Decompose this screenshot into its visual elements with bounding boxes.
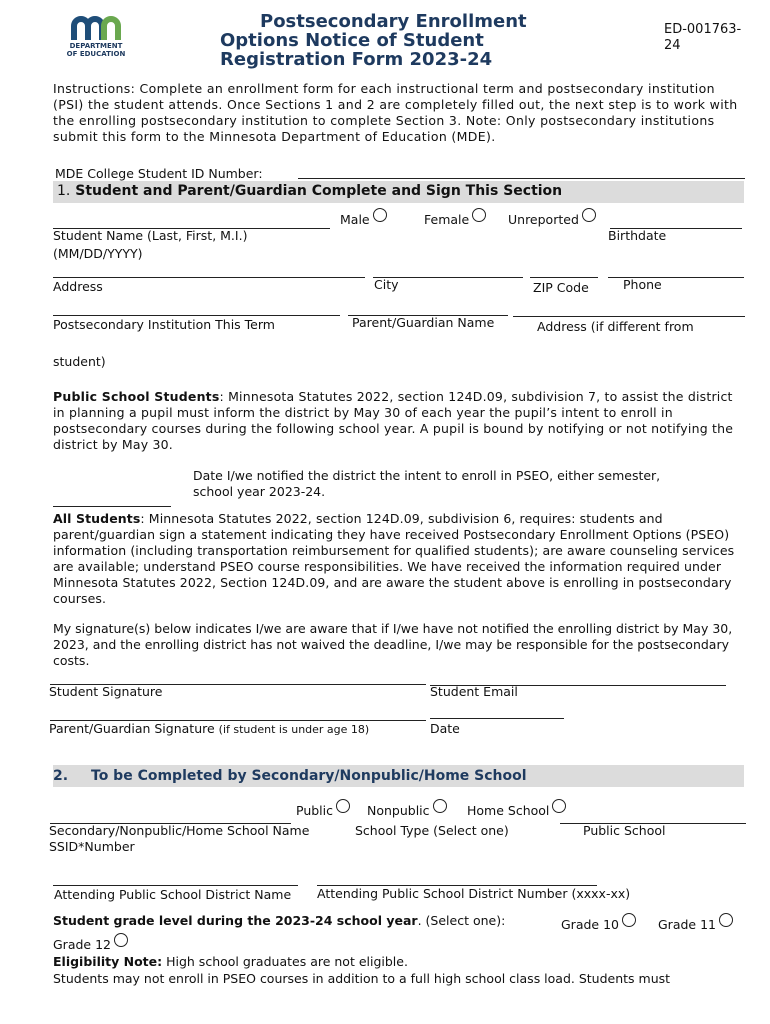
grade11-label: Grade 11 xyxy=(658,917,716,932)
home-label: Home School xyxy=(467,803,550,818)
school-type-label: School Type (Select one) xyxy=(355,823,509,838)
grade10-option[interactable] xyxy=(561,913,636,932)
birthdate-label: Birthdate xyxy=(608,228,667,243)
male-radio-icon[interactable] xyxy=(373,208,387,222)
notify-date-2: school year 2023-24. xyxy=(193,484,326,499)
gender-female-label: Female xyxy=(424,212,470,227)
section1-header xyxy=(53,181,744,203)
date-field[interactable] xyxy=(430,718,564,719)
institution-label: Postsecondary Institution This Term xyxy=(53,317,275,332)
student-email-label: Student Email xyxy=(430,684,518,699)
gender-unreported-label: Unreported xyxy=(508,212,579,227)
signature-paragraph: My signature(s) below indicates I/we are aware that if I/we have not notified the enrolling district by May 30, 2023, and the enrolling district has not waived the deadline, I/we may be responsible for the postsecondary costs. xyxy=(53,621,733,668)
section1-title: Student and Parent/Guardian Complete and Sign This Section xyxy=(75,183,563,199)
grade10-label: Grade 10 xyxy=(561,917,619,932)
public-label: Public xyxy=(296,803,333,818)
ssid-label: SSID*Number xyxy=(49,839,135,854)
form-code xyxy=(664,22,754,54)
parent-signature-label xyxy=(49,721,369,736)
form-code-1: ED-001763- xyxy=(664,22,742,37)
parent-address-field[interactable] xyxy=(513,316,745,317)
grade11-option[interactable] xyxy=(658,913,733,932)
mn-logo-icon xyxy=(60,14,132,44)
school-type-home[interactable] xyxy=(467,799,566,818)
address-label: Address xyxy=(53,279,103,294)
date-format-label: (MM/DD/YYYY) xyxy=(53,246,143,261)
gender-unreported[interactable] xyxy=(508,208,596,227)
notify-date-field[interactable] xyxy=(53,506,171,507)
all-students-paragraph xyxy=(53,511,748,607)
zip-label: ZIP Code xyxy=(533,280,589,295)
all-text: : Minnesota Statutes 2022, section 124D.09, subdivision 6, requires: students and parent/guardian sign a statement indicating they have received Postsecondary Enrollment Options (PSEO) information (including transportation reimbursement for qualified students); are aware counseling services are available; understand PSEO course responsibilities. We have received the information required under Minnesota Statutes 2022, Section 124D.09, and are aware the student above is enrolling in postsecondary courses. xyxy=(53,511,735,606)
school-type-public[interactable] xyxy=(296,799,350,818)
district-name-label: Attending Public School District Name xyxy=(54,887,292,902)
home-radio-icon[interactable] xyxy=(552,799,566,813)
section1-number: 1. xyxy=(57,183,71,199)
mde-id-field[interactable] xyxy=(298,178,745,179)
grade-question xyxy=(53,913,505,928)
notify-date-text xyxy=(193,468,660,500)
school-type-nonpublic[interactable] xyxy=(367,799,447,818)
form-title xyxy=(220,12,550,69)
public-school-label: Public School xyxy=(583,823,666,838)
eligibility-text: High school graduates are not eligible. xyxy=(166,954,408,969)
notify-date-1: Date I/we notified the district the intent to enroll in PSEO, either semester, xyxy=(193,468,661,483)
student-signature-label: Student Signature xyxy=(49,684,163,699)
parent-name-label: Parent/Guardian Name xyxy=(352,315,495,330)
mde-id-label: MDE College Student ID Number: xyxy=(55,166,263,181)
form-code-2: 24 xyxy=(664,38,681,53)
gender-male-label: Male xyxy=(340,212,370,227)
female-radio-icon[interactable] xyxy=(472,208,486,222)
section2-header xyxy=(53,765,744,787)
grade12-radio-icon[interactable] xyxy=(114,933,128,947)
parent-address-label-2: student) xyxy=(53,354,106,369)
unreported-radio-icon[interactable] xyxy=(582,208,596,222)
logo-line-1: DEPARTMENT xyxy=(69,42,123,50)
nonpublic-radio-icon[interactable] xyxy=(433,799,447,813)
all-bold: All Students xyxy=(53,511,141,526)
zip-field[interactable] xyxy=(530,277,598,278)
eligibility-bold: Eligibility Note: xyxy=(53,954,163,969)
section2-number: 2. xyxy=(53,768,69,784)
nonpublic-label: Nonpublic xyxy=(367,803,430,818)
logo-line-2: OF EDUCATION xyxy=(66,50,126,58)
grade-text: . (Select one): xyxy=(417,913,506,928)
grade12-option[interactable] xyxy=(53,933,128,952)
grade11-radio-icon[interactable] xyxy=(719,913,733,927)
district-name-field[interactable] xyxy=(53,885,298,886)
title-line-1: Postsecondary Enrollment xyxy=(260,11,527,32)
student-name-label: Student Name (Last, First, M.I.) xyxy=(53,228,248,243)
title-line-3: Registration Form 2023-24 xyxy=(220,49,493,70)
public-school-paragraph xyxy=(53,389,748,453)
gender-female[interactable] xyxy=(424,208,486,227)
parent-signature-note: (if student is under age 18) xyxy=(218,723,370,736)
students-may-text: Students may not enroll in PSEO courses in addition to a full high school class load. Students must xyxy=(53,971,671,986)
public-text: : Minnesota Statutes 2022, section 124D.09, subdivision 7, to assist the district in planning a pupil must inform the district by May 30 of each year the pupil’s intent to enroll in postsecondary courses during the following school year. A pupil is bound by notifying or not notifying the district by May 30. xyxy=(53,389,734,452)
gender-male[interactable] xyxy=(340,208,387,227)
address-field[interactable] xyxy=(53,277,365,278)
grade10-radio-icon[interactable] xyxy=(622,913,636,927)
grade-bold: Student grade level during the 2023-24 school year xyxy=(53,913,418,928)
date-label: Date xyxy=(430,721,460,736)
institution-field[interactable] xyxy=(53,315,340,316)
grade12-label: Grade 12 xyxy=(53,937,111,952)
public-bold: Public School Students xyxy=(53,389,220,404)
instructions: Instructions: Complete an enrollment form for each instructional term and postsecondary institution (PSI) the student attends. Once Sections 1 and 2 are completely filled out, the next step is to work with the enrolling postsecondary institution to complete Section 3. Note: Only postsecondary institutions submit this form to the Minnesota Department of Education (MDE). xyxy=(53,81,738,144)
title-line-2: Options Notice of Student xyxy=(220,30,484,51)
city-label: City xyxy=(374,277,399,292)
public-radio-icon[interactable] xyxy=(336,799,350,813)
parent-signature-text: Parent/Guardian Signature xyxy=(49,721,215,736)
mde-logo xyxy=(60,14,132,60)
parent-address-label: Address (if different from xyxy=(537,319,694,334)
eligibility-note xyxy=(53,954,408,969)
phone-label: Phone xyxy=(623,277,662,292)
district-number-label: Attending Public School District Number (xxxx-xx) xyxy=(317,886,631,901)
section2-title: To be Completed by Secondary/Nonpublic/Home School xyxy=(91,768,527,784)
school-name-label: Secondary/Nonpublic/Home School Name xyxy=(49,823,310,838)
